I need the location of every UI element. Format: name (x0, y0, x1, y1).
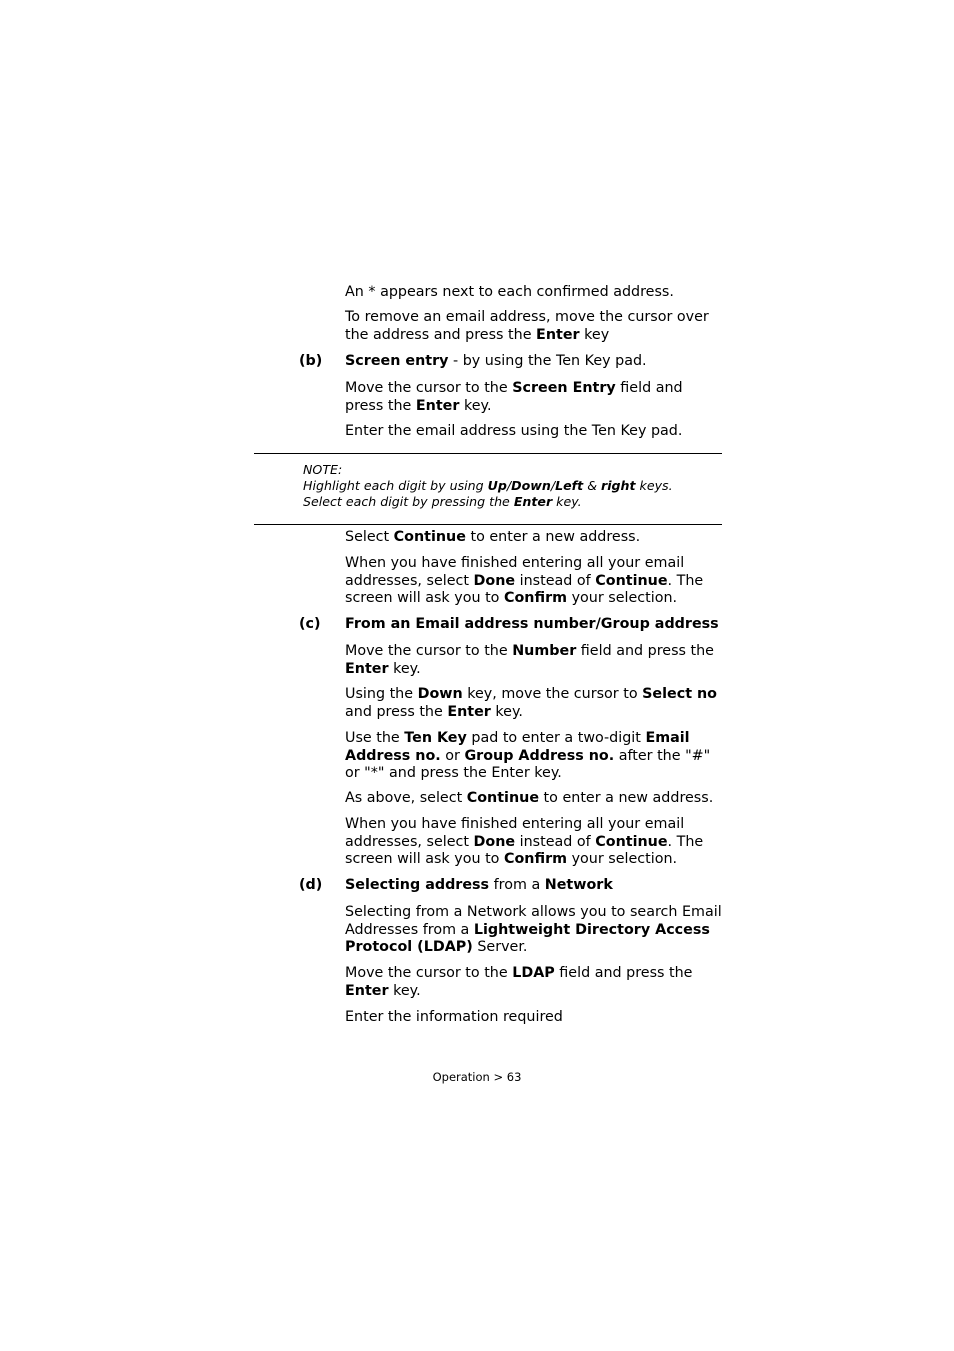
note-heading: NOTE: (303, 462, 343, 477)
paragraph-ldap-field: Move the cursor to the LDAP field and press the Enter key. (345, 965, 693, 999)
heading-selecting-network: Selecting address from a Network (345, 877, 613, 893)
item-label-b: (b) (299, 353, 323, 369)
paragraph-finished-entering-2: When you have finished entering all your email addresses, select Done instead of Continue. The screen will ask you to Confirm your selection. (345, 816, 704, 868)
paragraph-confirmed-address: An * appears next to each confirmed address. (345, 284, 674, 300)
note-bottom-rule (254, 524, 722, 525)
note-top-rule (254, 453, 722, 454)
page-footer: Operation > 63 (432, 1070, 522, 1084)
item-label-c: (c) (299, 616, 321, 632)
heading-email-address-number: From an Email address number/Group address (345, 616, 719, 632)
paragraph-enter-info: Enter the information required (345, 1009, 563, 1025)
paragraph-finished-entering-1: When you have finished entering all your email addresses, select Done instead of Continue. The screen will ask you to Confirm your selection. (345, 555, 704, 607)
heading-screen-entry: Screen entry - by using the Ten Key pad. (345, 353, 647, 369)
note-line-2: Select each digit by pressing the Enter key. (303, 494, 582, 510)
paragraph-select-continue: Select Continue to enter a new address. (345, 529, 641, 545)
paragraph-select-no: Using the Down key, move the cursor to Select no and press the Enter key. (345, 686, 718, 720)
paragraph-ten-key: Use the Ten Key pad to enter a two-digit Email Address no. or Group Address no. after the "#" or "*" and press the Enter key. (345, 730, 711, 782)
paragraph-as-above: As above, select Continue to enter a new address. (345, 790, 714, 806)
paragraph-ldap-intro: Selecting from a Network allows you to search Email Addresses from a Lightweight Directory Access Protocol (LDAP) Server. (345, 904, 722, 956)
note-box (303, 462, 723, 511)
paragraph-enter-email: Enter the email address using the Ten Key pad. (345, 423, 683, 439)
paragraph-screen-entry-field: Move the cursor to the Screen Entry field and press the Enter key. (345, 380, 683, 414)
paragraph-number-field: Move the cursor to the Number field and press the Enter key. (345, 643, 714, 677)
paragraph-remove-address: To remove an email address, move the cursor over the address and press the Enter key (345, 309, 709, 343)
note-line-1: Highlight each digit by using Up/Down/Left & right keys. (303, 478, 673, 494)
item-label-d: (d) (299, 877, 323, 893)
